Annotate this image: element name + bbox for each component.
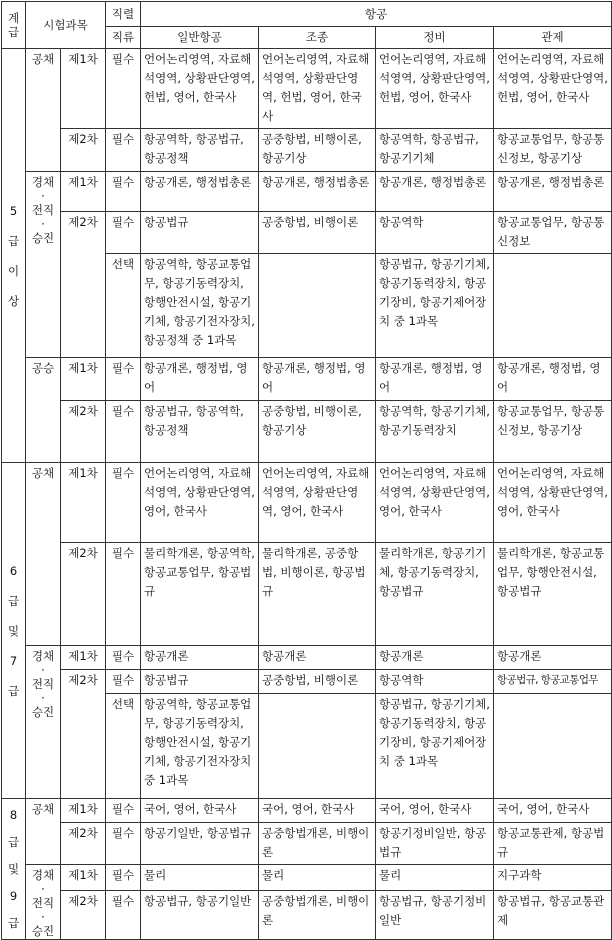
g5-career-type3: 선택	[106, 254, 141, 358]
g5-career-stage2: 제2차	[61, 212, 106, 358]
g89-career-r1-pilot: 물리	[259, 865, 376, 891]
g89-open-r2-general: 항공기일반, 항공법규	[141, 823, 259, 865]
grade-89-label: 8 급 및 9 급	[2, 799, 26, 940]
g5-promo-r2-pilot: 공중항법, 비행이론, 항공기상	[259, 401, 376, 463]
g5-career-r3-pilot	[259, 254, 376, 358]
g5-career-r2-general: 항공법규	[141, 212, 259, 254]
g5-career-r2-maint: 항공역학	[376, 212, 494, 254]
header-grade: 계급	[2, 2, 26, 49]
g89-open-r2-maint: 항공기정비일반, 항공법규	[376, 823, 494, 865]
g5-open-r1-control: 언어논리영역, 자료해석영역, 상황판단영역, 헌법, 영어, 한국사	[494, 49, 612, 129]
g5-open-r2-general: 항공역학, 항공법규, 항공정책	[141, 129, 259, 172]
col-general: 일반항공	[141, 27, 259, 49]
g5-open-stage2: 제2차	[61, 129, 106, 172]
g67-career-r3-maint: 항공법규, 항공기기체, 항공기동력장치, 항공기장비, 항공기제어장치 중 1과목	[376, 694, 494, 799]
g67-open-type1: 필수	[106, 463, 141, 543]
g67-career-r1-general: 항공개론	[141, 646, 259, 670]
g67-career-type2: 필수	[106, 670, 141, 694]
g67-career-r2-maint: 항공역학	[376, 670, 494, 694]
g5-promo-r1-pilot: 항공개론, 행정법, 영어	[259, 358, 376, 401]
g5-promo-label: 공승	[26, 358, 61, 463]
g89-open-label: 공채	[26, 799, 61, 865]
header-subject: 시험과목	[26, 2, 106, 49]
g5-career-r2-pilot: 공중항법, 비행이론	[259, 212, 376, 254]
g5-open-r2-pilot: 공중항법, 비행이론, 항공기상	[259, 129, 376, 172]
g89-career-r2-maint: 항공법규, 항공기정비일반	[376, 890, 494, 939]
g89-career-r1-control: 지구과학	[494, 865, 612, 891]
header-series: 직렬	[106, 2, 141, 27]
g5-open-r2-control: 항공교통업무, 항공통신정보, 항공기상	[494, 129, 612, 172]
g89-career-r2-control: 항공법규, 항공교통관제	[494, 890, 612, 939]
g67-open-stage1: 제1차	[61, 463, 106, 543]
g5-career-type2: 필수	[106, 212, 141, 254]
g89-open-type1: 필수	[106, 799, 141, 823]
g67-career-r3-control	[494, 694, 612, 799]
g67-career-r1-control: 항공개론	[494, 646, 612, 670]
g67-open-r1-control: 언어논리영역, 자료해석영역, 상황판단영역, 영어, 한국사	[494, 463, 612, 543]
g5-open-r2-maint: 항공역학, 항공법규, 항공기기체	[376, 129, 494, 172]
g5-open-type1: 필수	[106, 49, 141, 129]
g67-open-r2-general: 물리학개론, 항공역학, 항공교통업무, 항공법규	[141, 543, 259, 646]
g5-career-r1-control: 항공개론, 행정법총론	[494, 172, 612, 212]
g89-open-r1-maint: 국어, 영어, 한국사	[376, 799, 494, 823]
grade-67-label: 6 급 및 7 급	[2, 463, 26, 799]
g5-promo-type1: 필수	[106, 358, 141, 401]
g67-open-r1-general: 언어논리영역, 자료해석영역, 상황판단영역, 영어, 한국사	[141, 463, 259, 543]
g89-career-r2-general: 항공법규, 항공기일반	[141, 890, 259, 939]
g67-open-r2-pilot: 물리학개론, 공중항법, 비행이론, 항공법규	[259, 543, 376, 646]
g5-promo-r2-control: 항공교통업무, 항공통신정보, 항공기상	[494, 401, 612, 463]
g5-career-r2-control: 항공교통업무, 항공통신정보	[494, 212, 612, 254]
g67-open-r2-control: 물리학개론, 항공교통업무, 항행안전시설, 항공법규	[494, 543, 612, 646]
g5-career-stage1: 제1차	[61, 172, 106, 212]
g89-career-stage1: 제1차	[61, 865, 106, 891]
g67-career-r3-general: 항공역학, 항공교통업무, 항공기동력장치, 항행안전시설, 항공기기체, 항공기전자장치 중 1과목	[141, 694, 259, 799]
g89-open-stage2: 제2차	[61, 823, 106, 865]
col-pilot: 조종	[259, 27, 376, 49]
g5-career-type1: 필수	[106, 172, 141, 212]
g5-promo-r1-maint: 항공개론, 행정법, 영어	[376, 358, 494, 401]
g67-career-r3-pilot	[259, 694, 376, 799]
g67-open-type2: 필수	[106, 543, 141, 646]
g5-promo-r2-general: 항공법규, 항공역학, 항공정책	[141, 401, 259, 463]
g5-career-label: 경채 · 전직 · 승진	[26, 172, 61, 358]
g5-promo-r2-maint: 항공역학, 항공기기체, 항공기동력장치	[376, 401, 494, 463]
g67-career-r2-pilot: 공중항법, 비행이론	[259, 670, 376, 694]
g5-career-r1-pilot: 항공개론, 행정법총론	[259, 172, 376, 212]
g89-open-r1-pilot: 국어, 영어, 한국사	[259, 799, 376, 823]
g89-career-r1-maint: 물리	[376, 865, 494, 891]
g5-open-r1-maint: 언어논리영역, 자료해석영역, 상황판단영역, 헌법, 영어, 한국사	[376, 49, 494, 129]
g89-career-type1: 필수	[106, 865, 141, 891]
g89-open-r1-control: 국어, 영어, 한국사	[494, 799, 612, 823]
g67-career-stage1: 제1차	[61, 646, 106, 670]
g67-career-stage2: 제2차	[61, 670, 106, 799]
g89-open-r2-control: 항공교통관제, 항공법규	[494, 823, 612, 865]
g5-promo-type2: 필수	[106, 401, 141, 463]
g5-open-r1-pilot: 언어논리영역, 자료해석영역, 상황판단영역, 헌법, 영어, 한국사	[259, 49, 376, 129]
g67-open-stage2: 제2차	[61, 543, 106, 646]
col-control: 관제	[494, 27, 612, 49]
g67-career-r1-pilot: 항공개론	[259, 646, 376, 670]
grade-5-label: 5 급 이 상	[2, 49, 26, 463]
g89-career-type2: 필수	[106, 890, 141, 939]
g89-career-stage2: 제2차	[61, 890, 106, 939]
g67-career-type1: 필수	[106, 646, 141, 670]
g5-open-stage1: 제1차	[61, 49, 106, 129]
g67-career-r2-general: 항공법규	[141, 670, 259, 694]
g5-career-r3-maint: 항공법규, 항공기기체, 항공기동력장치, 항공기장비, 항공기제어장치 중 1과목	[376, 254, 494, 358]
g67-open-r2-maint: 물리학개론, 항공기기체, 항공기동력장치, 항공법규	[376, 543, 494, 646]
g89-career-r2-pilot: 공중항법개론, 비행이론	[259, 890, 376, 939]
g5-career-r3-control	[494, 254, 612, 358]
g5-promo-stage2: 제2차	[61, 401, 106, 463]
g89-open-type2: 필수	[106, 823, 141, 865]
g67-open-r1-pilot: 언어논리영역, 자료해석영역, 상황판단영역, 영어, 한국사	[259, 463, 376, 543]
g5-career-r1-maint: 항공개론, 행정법총론	[376, 172, 494, 212]
g5-promo-stage1: 제1차	[61, 358, 106, 401]
g67-career-type3: 선택	[106, 694, 141, 799]
g67-career-r2-control: 항공법규, 항공교통업무	[494, 670, 612, 694]
g5-promo-r1-control: 항공개론, 행정법, 영어	[494, 358, 612, 401]
g5-open-r1-general: 언어논리영역, 자료해석영역, 상황판단영역, 헌법, 영어, 한국사	[141, 49, 259, 129]
g67-open-label: 공채	[26, 463, 61, 646]
g5-promo-r1-general: 항공개론, 행정법, 영어	[141, 358, 259, 401]
g89-career-label: 경채 · 전직 · 승진	[26, 865, 61, 940]
g5-career-r3-general: 항공역학, 항공교통업무, 항공기동력장치, 항행안전시설, 항공기기체, 항공기전자장치, 항공정책 중 1과목	[141, 254, 259, 358]
g67-career-r1-maint: 항공개론	[376, 646, 494, 670]
g89-open-r1-general: 국어, 영어, 한국사	[141, 799, 259, 823]
g67-open-r1-maint: 언어논리영역, 자료해석영역, 상황판단영역, 영어, 한국사	[376, 463, 494, 543]
g89-open-r2-pilot: 공중항법개론, 비행이론	[259, 823, 376, 865]
g89-career-r1-general: 물리	[141, 865, 259, 891]
g5-open-type2: 필수	[106, 129, 141, 172]
g5-open-label: 공채	[26, 49, 61, 172]
header-aviation: 항공	[141, 2, 612, 27]
exam-subjects-table	[1, 1, 612, 940]
col-maintenance: 정비	[376, 27, 494, 49]
g89-open-stage1: 제1차	[61, 799, 106, 823]
g5-career-r1-general: 항공개론, 행정법총론	[141, 172, 259, 212]
g67-career-label: 경채 · 전직 · 승진	[26, 646, 61, 799]
header-field: 직류	[106, 27, 141, 49]
